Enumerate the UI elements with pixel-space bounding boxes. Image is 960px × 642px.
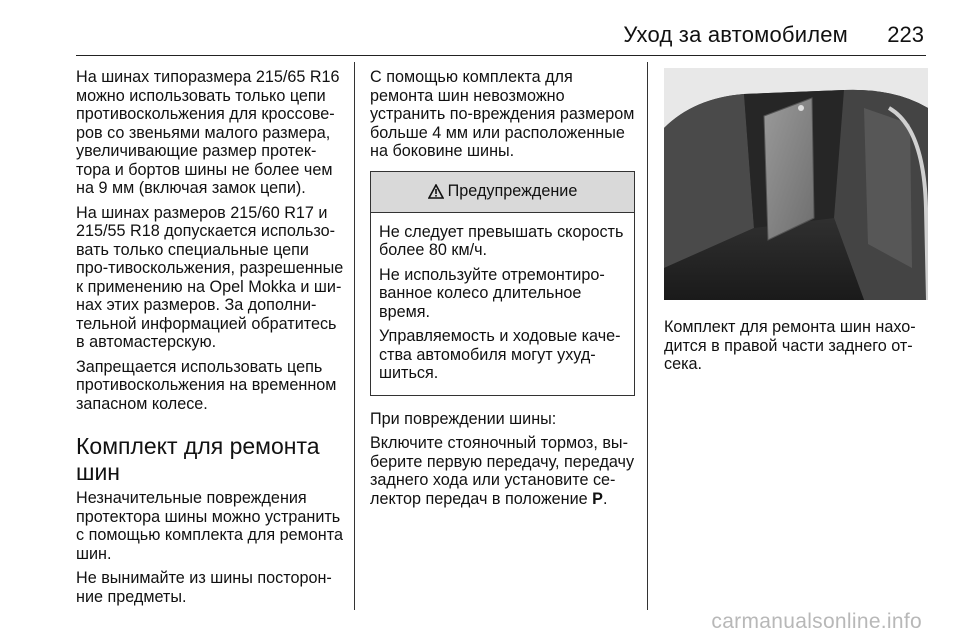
header-divider	[76, 55, 926, 56]
paragraph-damage-intro: При повреждении шины:	[370, 409, 557, 428]
page-number: 223	[887, 22, 924, 47]
sentence-end: .	[602, 489, 608, 508]
paragraph-minor-damage: Незначительные повреждения протектора шины можно устранить с помощью комплекта для ремонта шин.	[76, 489, 343, 563]
paragraph-foreign-objects: Не вынимайте из шины посторон-ние предметы.	[76, 569, 332, 606]
watermark: carmanualsonline.info	[711, 610, 922, 633]
section-heading: Комплект для ремонта шин	[76, 433, 320, 485]
warning-box	[370, 171, 635, 396]
gear-position-p: P	[592, 489, 603, 508]
warning-body	[371, 213, 634, 395]
column-right	[664, 68, 930, 380]
parking-brake-text: Включите стояночный тормоз, вы-берите первую передачу, передачу заднего хода или установите се-лектор передач в положение	[370, 434, 635, 508]
column-left	[76, 68, 344, 612]
page-header	[0, 0, 960, 56]
photo-caption: Комплект для ремонта шин нахо-дится в правой части заднего от-сека.	[664, 318, 916, 373]
paragraph-parking-brake	[370, 434, 635, 508]
trunk-compartment-image	[664, 68, 928, 300]
warning-item: Не следует превышать скорость более 80 км/ч.	[379, 222, 624, 259]
chapter-title: Уход за автомобилем	[623, 22, 848, 47]
paragraph-chains-r16: На шинах типоразмера 215/65 R16 можно использовать только цепи противоскольжения для кроссове-ров со звеньями малого размера, увеличивающие размер протек-тора и бортов шины не более чем на 9 мм (включая замок цепи).	[76, 68, 340, 197]
column-divider-right	[647, 62, 648, 610]
paragraph-repair-limits: С помощью комплекта для ремонта шин невозможно устранить по-вреждения размером больше 4 мм или расположенные на боковине шины.	[370, 68, 635, 160]
warning-triangle-icon	[428, 184, 444, 199]
warning-title: Предупреждение	[447, 182, 578, 201]
paragraph-chains-r17-r18: На шинах размеров 215/60 R17 и 215/55 R18 допускается использо-вать только специальные цепи про-тивоскольжения, разрешенные к применению на Opel Mokka и ши-нах этих размеров. За дополни-тельной информацией обратитесь в автомастерскую.	[76, 203, 344, 351]
warning-header	[371, 172, 634, 213]
trunk-photo	[664, 68, 928, 300]
column-divider-left	[354, 62, 355, 610]
warning-item: Управляемость и ходовые каче-ства автомобиля могут ухуд-шиться.	[379, 327, 621, 382]
column-middle	[370, 68, 635, 514]
paragraph-spare-wheel: Запрещается использовать цепь противоскольжения на временном запасном колесе.	[76, 357, 337, 413]
warning-item: Не используйте отремонтиро-ванное колесо длительное время.	[379, 265, 605, 321]
